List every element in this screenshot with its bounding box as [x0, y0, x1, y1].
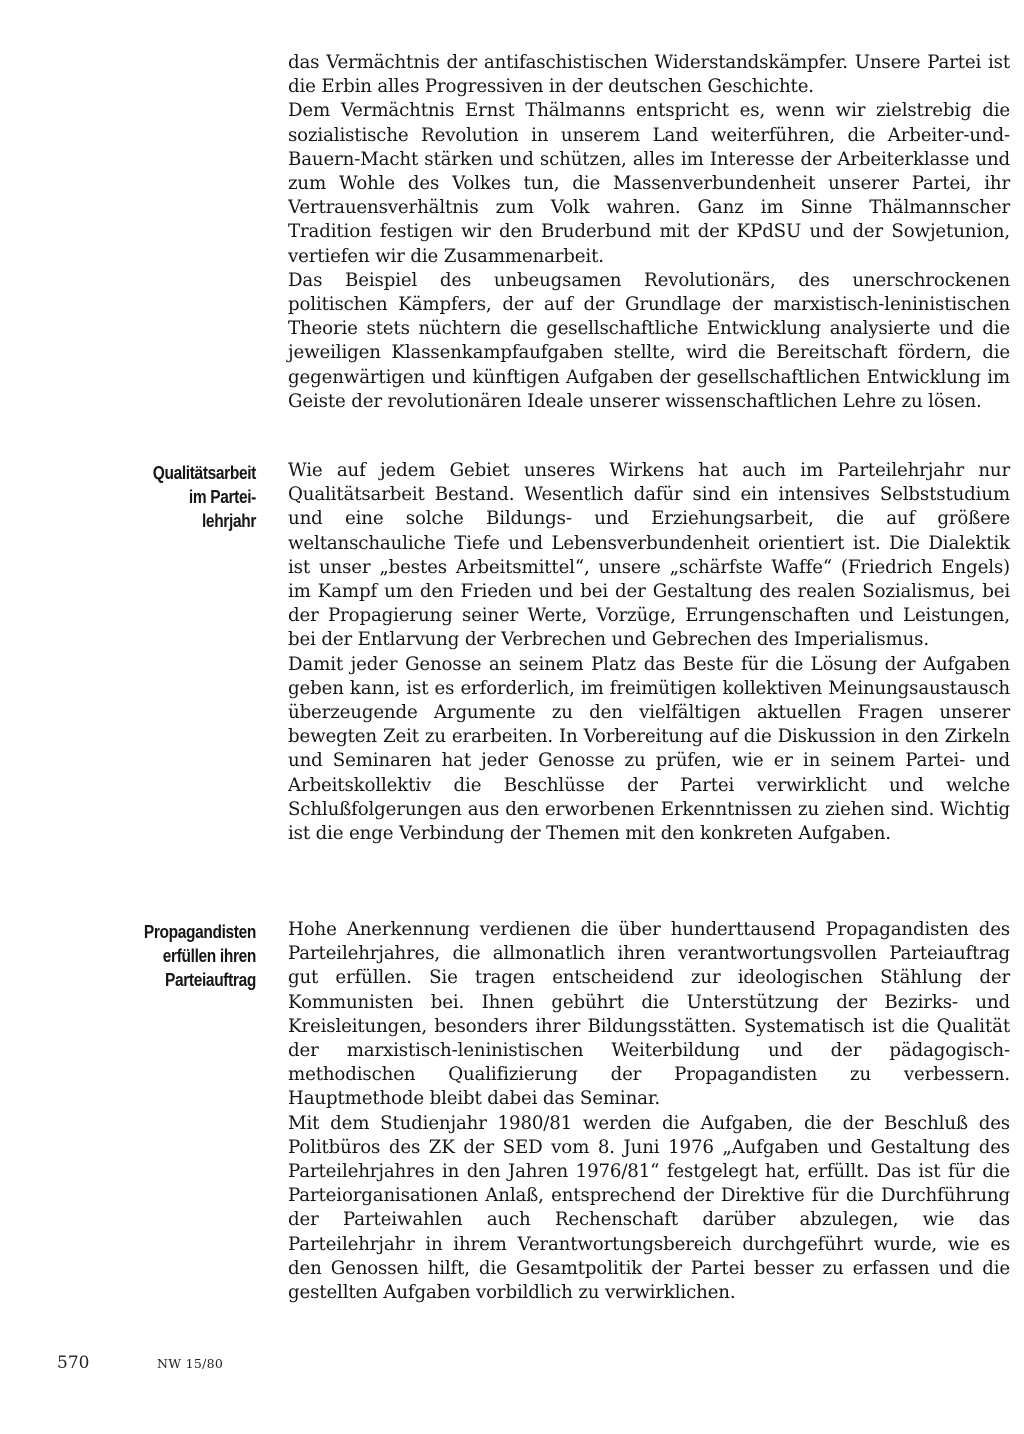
- marginal-line: Parteiauftrag: [164, 970, 256, 990]
- issue-reference: NW 15/80: [157, 1356, 224, 1371]
- paragraph: Dem Vermächtnis Ernst Thälmanns entspricht es, wenn wir zielstrebig die sozialistische Revolution in unserem Land weiterführen, die Arbeiter-und-Bauern-Macht stärken und schützen, alles im Interesse der Arbeiterklasse und zum Wohle des Volkes tun, die Massenverbundenheit unserer Partei, ihr Vertrauensverhältnis zum Volk wahren. Ganz im Sinne Thälmannscher Tradition festigen wir den Bruderbund mit der KPdSU und der Sowjetunion, vertiefen wir die Zusammenarbeit.: [288, 100, 1010, 267]
- section-1-text: [288, 51, 1010, 414]
- paragraph: das Vermächtnis der antifaschistischen Widerstandskämpfer. Unsere Partei ist die Erbin alles Progressiven in der deutschen Geschichte.: [288, 52, 1010, 98]
- marginal-line: im Partei-: [188, 487, 256, 507]
- section-3-text: [288, 918, 1010, 1305]
- paragraph: Wie auf jedem Gebiet unseres Wirkens hat auch im Parteilehrjahr nur Qualitätsarbeit Bestand. Wesentlich dafür sind ein intensives Selbststudium und eine solche Bildungs- und Erziehungsarbeit, die auf größere weltanschauliche Tiefe und Lebensverbundenheit orientiert ist. Die Dialektik ist unser „bestes Arbeitsmittel“, unsere „schärfste Waffe“ (Friedrich Engels) im Kampf um den Frieden und bei der Gestaltung des realen Sozialismus, bei der Propagierung seiner Werte, Vorzüge, Errungenschaften und Leistungen, bei der Entlarvung der Verbrechen und Gebrechen des Imperialismus.: [288, 460, 1010, 651]
- marginal-line: Propagandisten: [143, 922, 256, 942]
- marginal-heading-qualitaetsarbeit: [101, 461, 256, 533]
- marginal-line: erfüllen ihren: [162, 946, 256, 966]
- marginal-line: Qualitätsarbeit: [152, 463, 256, 483]
- paragraph: Hohe Anerkennung verdienen die über hunderttausend Propagandisten des Parteilehrjahres, die allmonatlich ihren verantwortungsvollen Parteiauftrag gut erfüllen. Sie tragen entscheidend zur ideologischen Stählung der Kommunisten bei. Ihnen gebührt die Unterstützung der Bezirks- und Kreisleitungen, besonders ihrer Bildungsstätten. Systematisch ist die Qualität der marxistisch-leninistischen Weiterbildung und der pädagogisch-methodischen Qualifizierung der Propagandisten zu verbessern. Hauptmethode bleibt dabei das Seminar.: [288, 919, 1010, 1110]
- marginal-line: lehrjahr: [201, 511, 256, 531]
- marginal-heading-propagandisten: [101, 920, 256, 992]
- page-number: 570: [57, 1353, 90, 1373]
- section-2-text: [288, 459, 1010, 846]
- paragraph: Das Beispiel des unbeugsamen Revolutionärs, des unerschrockenen politischen Kämpfers, der auf der Grundlage der marxistisch-leninistischen Theorie stets nüchtern die gesellschaftliche Entwicklung analysierte und die jeweiligen Klassenkampfaufgaben stellte, wird die Bereitschaft fördern, die gegenwärtigen und künftigen Aufgaben der gesellschaftlichen Entwicklung im Geiste der revolutionären Ideale unserer wissenschaftlichen Lehre zu lösen.: [288, 269, 1010, 412]
- paragraph: Mit dem Studienjahr 1980/81 werden die Aufgaben, die der Beschluß des Politbüros des ZK der SED vom 8. Juni 1976 „Aufgaben und Gestaltung des Parteilehrjahres in den Jahren 1976/81“ festgelegt hat, erfüllt. Das ist für die Parteiorganisationen Anlaß, entsprechend der Direktive für die Durchführung der Parteiwahlen auch Rechenschaft darüber abzulegen, wie das Parteilehrjahr in ihrem Verantwortungsbereich durchgeführt wurde, wie es den Genossen hilft, die Gesamtpolitik der Partei besser zu erfassen und die gestellten Aufgaben vorbildlich zu verwirklichen.: [288, 1112, 1010, 1304]
- paragraph: Damit jeder Genosse an seinem Platz das Beste für die Lösung der Aufgaben geben kann, ist es erforderlich, im freimütigen kollektiven Meinungsaustausch überzeugende Argumente zu den vielfältigen aktuellen Fragen unserer bewegten Zeit zu erarbeiten. In Vorbereitung auf die Diskussion in den Zirkeln und Seminaren hat jeder Genosse zu prüfen, wie er in seinem Partei- und Arbeitskollektiv die Beschlüsse der Partei verwirklicht und welche Schlußfolgerungen aus den erworbenen Erkenntnissen zu ziehen sind. Wichtig ist die enge Verbindung der Themen mit den konkreten Aufgaben.: [288, 653, 1010, 845]
